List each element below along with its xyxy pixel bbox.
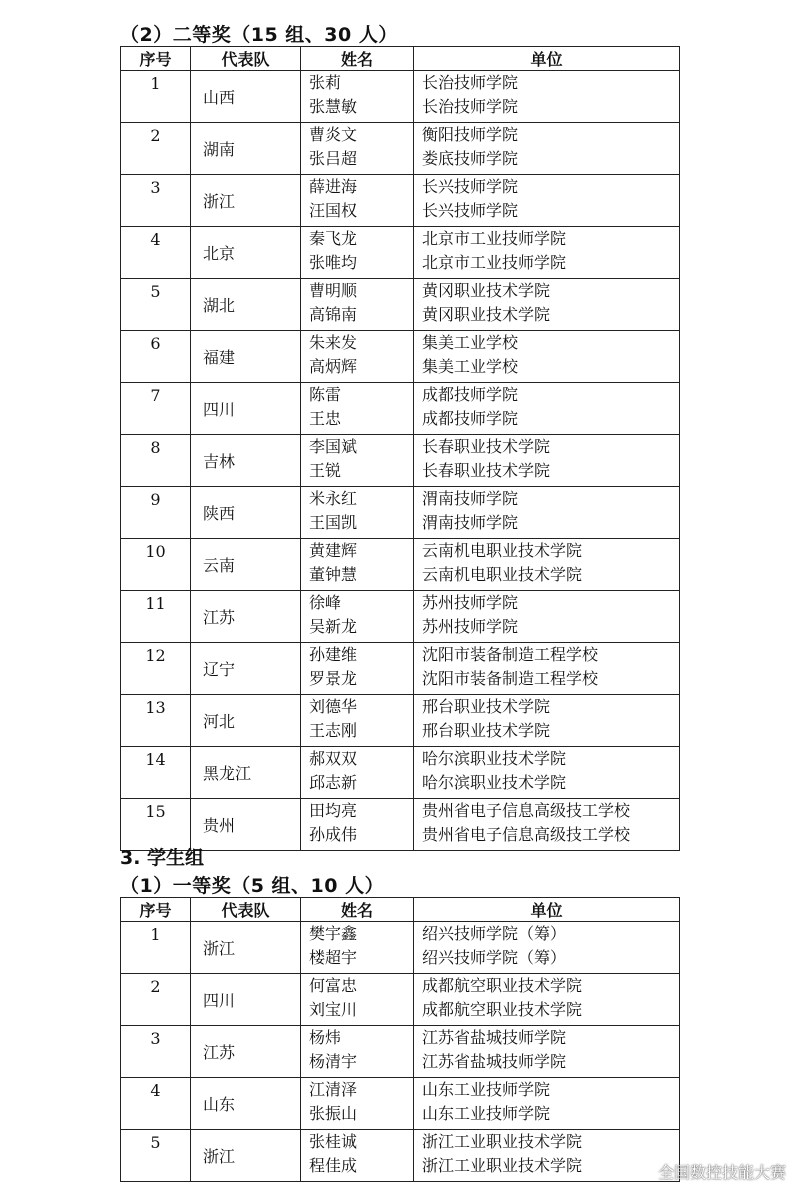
row-team: 四川 xyxy=(191,383,301,435)
row-names xyxy=(301,643,414,695)
member-unit: 山东工业技师学院 xyxy=(422,1080,551,1099)
member-name: 董钟慧 xyxy=(309,565,358,584)
member-name: 张莉 xyxy=(309,73,342,92)
row-team: 黑龙江 xyxy=(191,747,301,799)
member-name: 张慧敏 xyxy=(309,97,358,116)
row-units xyxy=(414,539,680,591)
table-row xyxy=(121,1078,680,1130)
member-unit: 苏州技师学院 xyxy=(422,617,519,636)
table-header-row xyxy=(121,898,680,922)
row-units xyxy=(414,279,680,331)
member-name: 张振山 xyxy=(309,1104,358,1123)
row-team: 四川 xyxy=(191,974,301,1026)
header-unit: 单位 xyxy=(414,47,680,71)
member-name: 孙成伟 xyxy=(309,825,358,844)
member-unit: 云南机电职业技术学院 xyxy=(422,565,583,584)
row-units xyxy=(414,71,680,123)
row-names xyxy=(301,1026,414,1078)
watermark-text: 全国数控技能大赛 xyxy=(657,1163,786,1182)
row-index: 14 xyxy=(121,747,191,799)
row-team: 湖北 xyxy=(191,279,301,331)
table-row xyxy=(121,922,680,974)
row-units xyxy=(414,123,680,175)
row-team: 吉林 xyxy=(191,435,301,487)
row-names xyxy=(301,1078,414,1130)
header-name: 姓名 xyxy=(301,47,414,71)
row-units xyxy=(414,591,680,643)
member-unit: 集美工业学校 xyxy=(422,333,519,352)
header-unit: 单位 xyxy=(414,898,680,922)
row-team: 云南 xyxy=(191,539,301,591)
row-team: 辽宁 xyxy=(191,643,301,695)
member-unit: 长兴技师学院 xyxy=(422,177,519,196)
row-index: 2 xyxy=(121,123,191,175)
table-row xyxy=(121,643,680,695)
member-unit: 黄冈职业技术学院 xyxy=(422,281,551,300)
table-row xyxy=(121,1130,680,1182)
row-names xyxy=(301,1130,414,1182)
table-row xyxy=(121,695,680,747)
member-name: 杨炜 xyxy=(309,1028,342,1047)
row-units xyxy=(414,695,680,747)
member-name: 王国凯 xyxy=(309,513,358,532)
member-unit: 长治技师学院 xyxy=(422,97,519,116)
row-names xyxy=(301,974,414,1026)
table-row xyxy=(121,71,680,123)
member-unit: 娄底技师学院 xyxy=(422,149,519,168)
row-team: 湖南 xyxy=(191,123,301,175)
member-name: 吴新龙 xyxy=(309,617,358,636)
first-prize-table xyxy=(120,897,680,1182)
row-units xyxy=(414,974,680,1026)
member-name: 徐峰 xyxy=(309,593,342,612)
row-team: 北京 xyxy=(191,227,301,279)
row-index: 12 xyxy=(121,643,191,695)
member-name: 郝双双 xyxy=(309,749,358,768)
row-team: 浙江 xyxy=(191,175,301,227)
member-unit: 渭南技师学院 xyxy=(422,489,519,508)
row-team: 河北 xyxy=(191,695,301,747)
member-name: 邱志新 xyxy=(309,773,358,792)
row-names xyxy=(301,175,414,227)
row-index: 1 xyxy=(121,922,191,974)
row-names xyxy=(301,747,414,799)
row-names xyxy=(301,591,414,643)
row-team: 山西 xyxy=(191,71,301,123)
member-name: 曹明顺 xyxy=(309,281,358,300)
row-names xyxy=(301,331,414,383)
table-row xyxy=(121,331,680,383)
row-index: 5 xyxy=(121,279,191,331)
member-name: 杨清宇 xyxy=(309,1052,358,1071)
row-names xyxy=(301,539,414,591)
header-name: 姓名 xyxy=(301,898,414,922)
member-name: 王忠 xyxy=(309,409,342,428)
row-index: 4 xyxy=(121,1078,191,1130)
table-row xyxy=(121,435,680,487)
member-unit: 成都航空职业技术学院 xyxy=(422,1000,583,1019)
row-team: 江苏 xyxy=(191,1026,301,1078)
first-prize-caption: （1）一等奖（5 组、10 人） xyxy=(120,875,385,897)
row-units xyxy=(414,383,680,435)
row-team: 江苏 xyxy=(191,591,301,643)
member-name: 米永红 xyxy=(309,489,358,508)
row-team: 福建 xyxy=(191,331,301,383)
member-unit: 云南机电职业技术学院 xyxy=(422,541,583,560)
member-name: 刘宝川 xyxy=(309,1000,358,1019)
member-name: 曹炎文 xyxy=(309,125,358,144)
member-unit: 沈阳市装备制造工程学校 xyxy=(422,645,599,664)
member-unit: 江苏省盐城技师学院 xyxy=(422,1052,567,1071)
member-name: 樊宇鑫 xyxy=(309,924,358,943)
row-units xyxy=(414,799,680,851)
member-unit: 集美工业学校 xyxy=(422,357,519,376)
table-row xyxy=(121,227,680,279)
member-unit: 绍兴技师学院（筹） xyxy=(422,948,567,967)
row-index: 3 xyxy=(121,175,191,227)
row-index: 4 xyxy=(121,227,191,279)
row-units xyxy=(414,227,680,279)
table-row xyxy=(121,1026,680,1078)
table-row xyxy=(121,591,680,643)
wechat-icon xyxy=(626,1161,652,1183)
row-index: 13 xyxy=(121,695,191,747)
header-team: 代表队 xyxy=(191,898,301,922)
row-units xyxy=(414,331,680,383)
header-index: 序号 xyxy=(121,47,191,71)
row-team: 山东 xyxy=(191,1078,301,1130)
row-index: 8 xyxy=(121,435,191,487)
member-name: 张桂诚 xyxy=(309,1132,358,1151)
row-names xyxy=(301,435,414,487)
member-unit: 邢台职业技术学院 xyxy=(422,697,551,716)
table-row xyxy=(121,747,680,799)
row-index: 7 xyxy=(121,383,191,435)
member-unit: 沈阳市装备制造工程学校 xyxy=(422,669,599,688)
member-unit: 成都技师学院 xyxy=(422,409,519,428)
row-units xyxy=(414,643,680,695)
row-index: 9 xyxy=(121,487,191,539)
header-index: 序号 xyxy=(121,898,191,922)
row-units xyxy=(414,1026,680,1078)
table-row xyxy=(121,279,680,331)
member-name: 江清泽 xyxy=(309,1080,358,1099)
row-names xyxy=(301,487,414,539)
row-units xyxy=(414,1078,680,1130)
second-prize-caption: （2）二等奖（15 组、30 人） xyxy=(120,24,398,46)
member-name: 刘德华 xyxy=(309,697,358,716)
row-index: 1 xyxy=(121,71,191,123)
row-names xyxy=(301,799,414,851)
row-names xyxy=(301,279,414,331)
member-name: 朱来发 xyxy=(309,333,358,352)
table-header-row xyxy=(121,47,680,71)
table-row xyxy=(121,487,680,539)
row-units xyxy=(414,747,680,799)
member-unit: 长兴技师学院 xyxy=(422,201,519,220)
row-team: 陕西 xyxy=(191,487,301,539)
member-name: 王志刚 xyxy=(309,721,358,740)
row-index: 6 xyxy=(121,331,191,383)
row-index: 2 xyxy=(121,974,191,1026)
member-unit: 浙江工业职业技术学院 xyxy=(422,1132,583,1151)
row-names xyxy=(301,383,414,435)
row-units xyxy=(414,922,680,974)
table-row xyxy=(121,799,680,851)
member-unit: 衡阳技师学院 xyxy=(422,125,519,144)
row-team: 浙江 xyxy=(191,922,301,974)
row-names xyxy=(301,123,414,175)
member-unit: 成都航空职业技术学院 xyxy=(422,976,583,995)
member-name: 田均亮 xyxy=(309,801,358,820)
member-unit: 邢台职业技术学院 xyxy=(422,721,551,740)
member-unit: 成都技师学院 xyxy=(422,385,519,404)
member-name: 孙建维 xyxy=(309,645,358,664)
member-name: 秦飞龙 xyxy=(309,229,358,248)
member-name: 陈雷 xyxy=(309,385,342,404)
row-names xyxy=(301,695,414,747)
member-unit: 江苏省盐城技师学院 xyxy=(422,1028,567,1047)
member-unit: 黄冈职业技术学院 xyxy=(422,305,551,324)
member-unit: 哈尔滨职业技术学院 xyxy=(422,773,567,792)
member-unit: 长春职业技术学院 xyxy=(422,461,551,480)
table-row xyxy=(121,123,680,175)
member-name: 何富忠 xyxy=(309,976,358,995)
member-unit: 长治技师学院 xyxy=(422,73,519,92)
row-units xyxy=(414,487,680,539)
watermark xyxy=(626,1160,786,1183)
member-unit: 渭南技师学院 xyxy=(422,513,519,532)
row-team: 贵州 xyxy=(191,799,301,851)
second-prize-table xyxy=(120,46,680,851)
member-unit: 浙江工业职业技术学院 xyxy=(422,1156,583,1175)
row-units xyxy=(414,175,680,227)
table-row xyxy=(121,974,680,1026)
member-name: 李国斌 xyxy=(309,437,358,456)
member-name: 黄建辉 xyxy=(309,541,358,560)
table-row xyxy=(121,175,680,227)
row-index: 3 xyxy=(121,1026,191,1078)
member-name: 程佳成 xyxy=(309,1156,358,1175)
member-name: 汪国权 xyxy=(309,201,358,220)
row-index: 11 xyxy=(121,591,191,643)
member-name: 楼超宇 xyxy=(309,948,358,967)
member-name: 张吕超 xyxy=(309,149,358,168)
row-index: 15 xyxy=(121,799,191,851)
member-name: 张唯均 xyxy=(309,253,358,272)
header-team: 代表队 xyxy=(191,47,301,71)
member-name: 王锐 xyxy=(309,461,342,480)
member-name: 罗景龙 xyxy=(309,669,358,688)
member-unit: 贵州省电子信息高级技工学校 xyxy=(422,801,631,820)
row-names xyxy=(301,922,414,974)
row-names xyxy=(301,227,414,279)
member-unit: 绍兴技师学院（筹） xyxy=(422,924,567,943)
table-row xyxy=(121,539,680,591)
student-group-heading: 3. 学生组 xyxy=(120,847,205,869)
row-index: 10 xyxy=(121,539,191,591)
row-names xyxy=(301,71,414,123)
row-units xyxy=(414,435,680,487)
member-unit: 贵州省电子信息高级技工学校 xyxy=(422,825,631,844)
member-unit: 山东工业技师学院 xyxy=(422,1104,551,1123)
member-unit: 北京市工业技师学院 xyxy=(422,253,567,272)
member-name: 高炳辉 xyxy=(309,357,358,376)
member-unit: 哈尔滨职业技术学院 xyxy=(422,749,567,768)
member-unit: 北京市工业技师学院 xyxy=(422,229,567,248)
table-row xyxy=(121,383,680,435)
member-name: 高锦南 xyxy=(309,305,358,324)
member-unit: 苏州技师学院 xyxy=(422,593,519,612)
row-team: 浙江 xyxy=(191,1130,301,1182)
row-index: 5 xyxy=(121,1130,191,1182)
member-unit: 长春职业技术学院 xyxy=(422,437,551,456)
member-name: 薛进海 xyxy=(309,177,358,196)
